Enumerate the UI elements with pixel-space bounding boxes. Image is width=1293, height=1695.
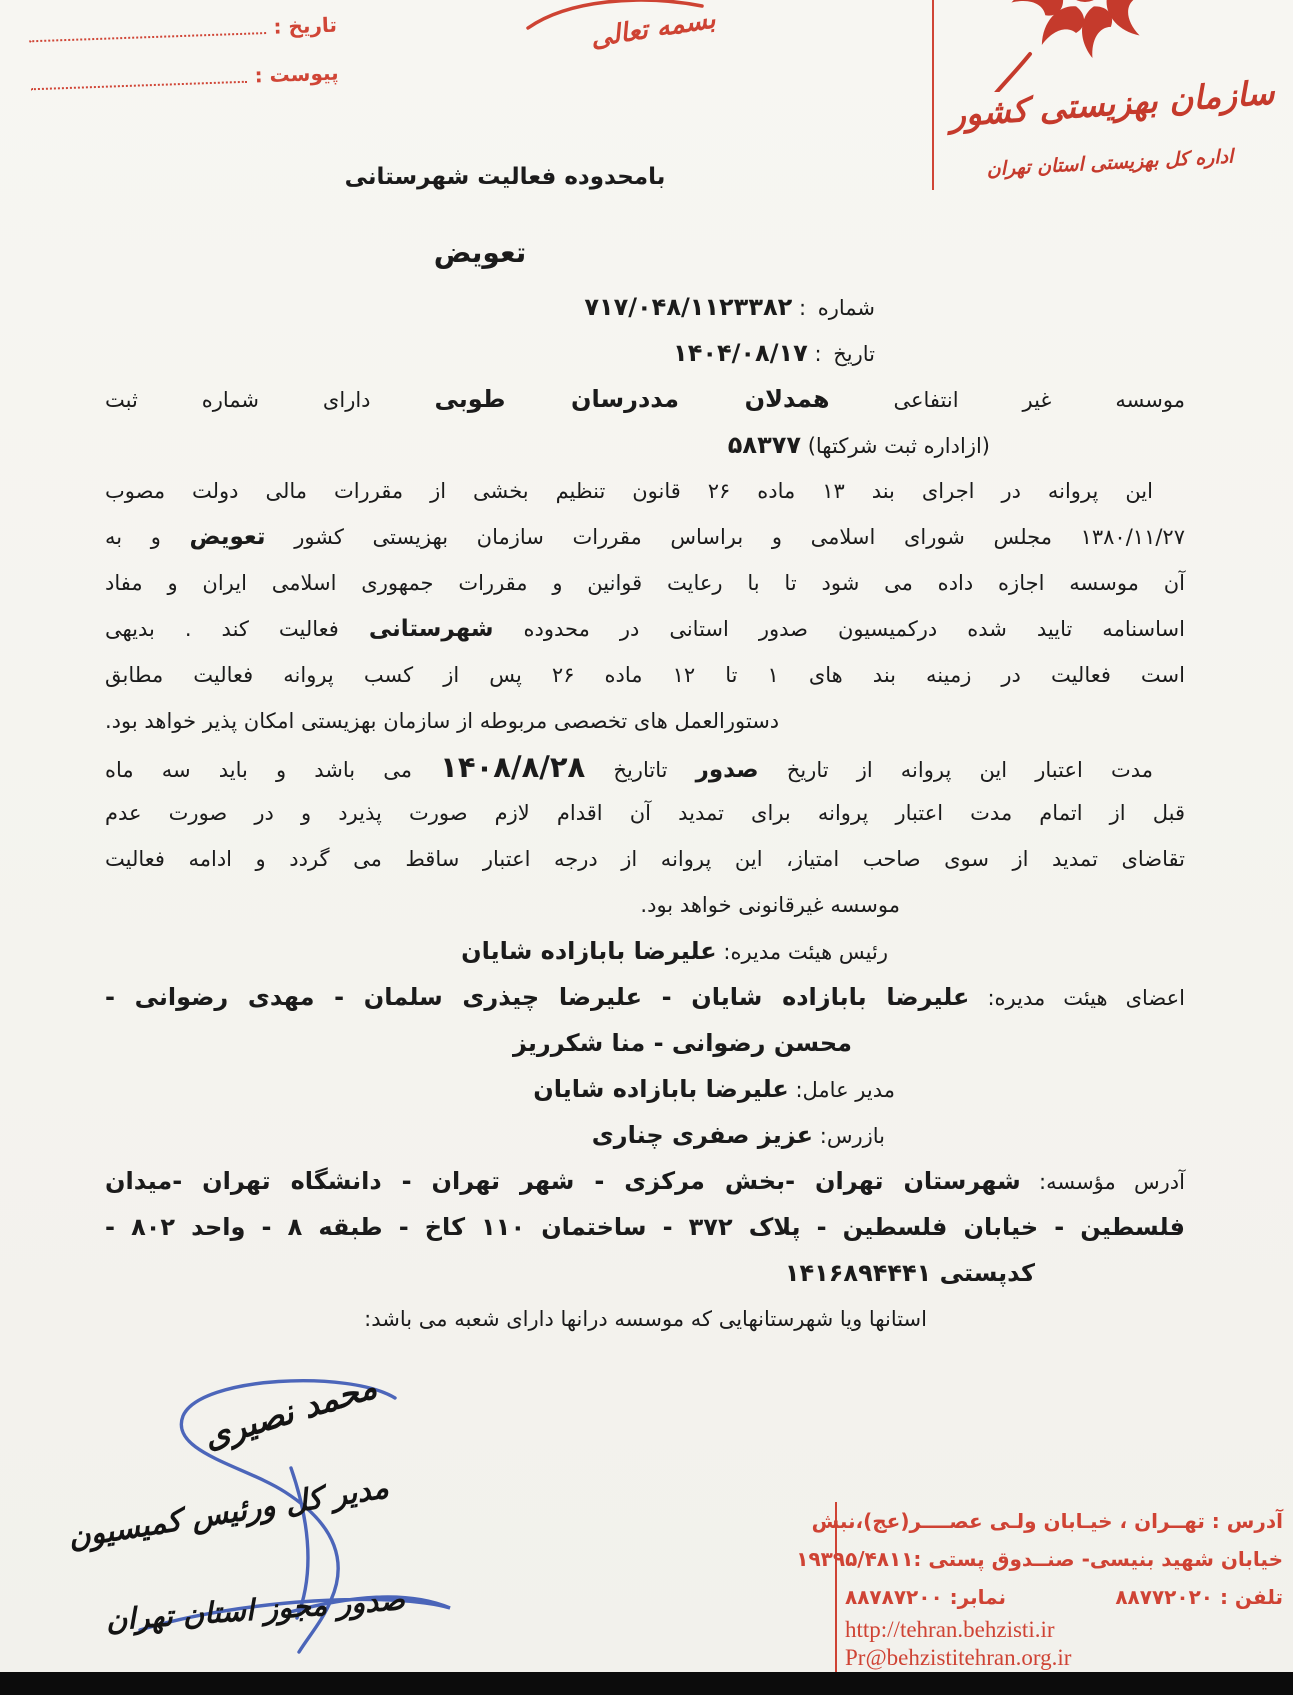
chairman-label: رئیس هیئت مدیره:: [723, 940, 888, 964]
validity-text: تاتاریخ: [613, 758, 668, 782]
branches-note: استانها ویا شهرستانهایی که موسسه درانها دارای شعبه می باشد:: [364, 1307, 927, 1331]
license-paragraph-line-4: [105, 606, 1185, 652]
validity-text: مدت اعتبار این پروانه از تاریخ: [786, 758, 1153, 782]
footer-phone-fax-row: [845, 1578, 1283, 1616]
institute-address-line-2: [105, 1204, 1185, 1250]
date-dotted-line: [29, 31, 266, 42]
letter-number-label: شماره :: [798, 296, 875, 320]
letter-number-line: [105, 284, 1185, 330]
validity-text: قبل از اتمام مدت اعتبار پروانه برای تمدید آن اقدام لازم صورت پذیرد و در صورت عدم: [105, 801, 1185, 825]
bismillah-text: بسمه تعالی: [588, 4, 718, 54]
registration-source: (ازاداره ثبت شرکتها): [807, 434, 990, 458]
signer-name: محمد نصیری: [198, 1366, 382, 1457]
chairman-name: علیرضا بابازاده شایان: [461, 937, 717, 965]
behzisti-flower-logo-icon: [985, 0, 1185, 92]
postal-code: کدپستی ۱۴۱۶۸۹۴۴۴۱: [784, 1259, 1035, 1287]
license-text: این پروانه در اجرای بند ۱۳ ماده ۲۶ قانون تنظیم بخشی از مقررات مالی دولت مصوب: [105, 479, 1153, 503]
letterhead-divider-line: [932, 0, 934, 190]
institute-intro-line: [105, 376, 1185, 422]
license-paragraph-line-1: [105, 468, 1185, 514]
license-text: ۱۳۸۰/۱۱/۲۷ مجلس شورای اسلامی و براساس مقررات سازمان بهزیستی کشور: [294, 525, 1185, 549]
footer-email: Pr@behzistitehran.org.ir: [845, 1645, 1072, 1670]
footer-address-line-1: [811, 1502, 1283, 1540]
signer-title-line-1: مدیر کل ورئیس کمیسیون: [65, 1470, 392, 1556]
org-name: سازمان بهزیستی کشور: [948, 72, 1276, 135]
license-paragraph-line-6: [105, 698, 1185, 744]
license-text: دستورالعمل های تخصصی مربوطه از سازمان بهزیستی امکان پذیر خواهد بود.: [105, 709, 780, 733]
chairman-line: [105, 928, 1185, 974]
corner-attachment-row: [26, 55, 339, 96]
ceo-name: علیرضا بابازاده شایان: [533, 1075, 789, 1103]
letter-date-value: ۱۴۰۴/۰۸/۱۷: [673, 339, 808, 367]
document-body: [105, 284, 1185, 1342]
fax-number: ۸۸۷۸۷۲۰۰: [845, 1585, 943, 1609]
license-text: فعالیت کند . بدیهی: [105, 617, 339, 641]
branches-note-line: [105, 1296, 1185, 1342]
license-text: و به: [105, 525, 161, 549]
letter-date-line: [105, 330, 1185, 376]
footer-website-url: http://tehran.behzisti.ir: [845, 1617, 1055, 1642]
org-branch: اداره کل بهزیستی استان تهران: [986, 145, 1234, 181]
corner-date-label: تاریخ :: [273, 12, 338, 39]
expiry-date-bold: ۱۴۰۸/۸/۲۸: [440, 750, 586, 784]
footer-fax: [845, 1578, 1006, 1616]
scope-inline-bold: شهرستانی: [368, 616, 494, 642]
license-paragraph-line-5: [105, 652, 1185, 698]
letter-number-value: ۷۱۷/۰۴۸/۱۱۲۳۳۸۲: [584, 293, 793, 321]
validity-paragraph-line-1: [105, 744, 1185, 790]
validity-paragraph-line-3: [105, 836, 1185, 882]
address-text: شهرستان تهران -بخش مرکزی - شهر تهران - دانشگاه تهران -میدان: [105, 1167, 1021, 1195]
postal-code-line: [105, 1250, 1185, 1296]
registration-number: ۵۸۳۷۷: [727, 431, 802, 459]
footer-address-text: آدرس : تهــران ، خیـابان ولـی عصــــر(عج)،نبش: [811, 1509, 1283, 1533]
license-paragraph-line-3: [105, 560, 1185, 606]
validity-text: می باشد و باید سه ماه: [105, 758, 413, 782]
inspector-name: عزیز صفری چناری: [591, 1121, 814, 1149]
signer-title-line-2: صدور مجوز استان تهران: [104, 1582, 406, 1638]
scan-edge-bar: [0, 1672, 1293, 1695]
institute-name: همدلان مددرسان طوبی: [434, 385, 830, 413]
corner-fields: [24, 7, 339, 114]
ceo-label: مدیر عامل:: [795, 1078, 895, 1102]
validity-text: موسسه غیرقانونی خواهد بود.: [640, 893, 900, 917]
board-label: اعضای هیئت مدیره:: [987, 986, 1185, 1010]
institute-address-line-1: [105, 1158, 1185, 1204]
footer-phone: [1115, 1578, 1283, 1616]
validity-text: تقاضای تمدید از سوی صاحب امتیاز، این پروانه از درجه اعتبار ساقط می گردد و ادامه فعالیت: [105, 847, 1185, 871]
inspector-label: بازرس:: [819, 1124, 885, 1148]
letter-date-label: تاریخ :: [814, 342, 875, 366]
license-text: است فعالیت در زمینه بند های ۱ تا ۱۲ ماده ۲۶ پس از کسب پروانه فعالیت مطابق: [105, 663, 1185, 687]
board-names: علیرضا بابازاده شایان - علیرضا چیذری سلمان - مهدی رضوانی -: [105, 983, 970, 1011]
issuance-inline-bold: صدور: [695, 757, 759, 783]
institute-intro-post: دارای شماره ثبت: [105, 388, 371, 412]
institute-intro-pre: موسسه غیر انتفاعی: [893, 388, 1186, 412]
board-names: محسن رضوانی - منا شکرریز: [512, 1029, 852, 1057]
corner-date-row: [24, 7, 337, 48]
inspector-line: [105, 1112, 1185, 1158]
validity-paragraph-line-2: [105, 790, 1185, 836]
phone-number: ۸۸۷۷۲۰۲۰: [1115, 1585, 1213, 1609]
ceo-line: [105, 1066, 1185, 1112]
letterhead-footer: [796, 1502, 1283, 1672]
license-text: اساسنامه تایید شده درکمیسیون صدور استانی در محدوده: [523, 617, 1185, 641]
doc-type-inline-bold: تعویض: [189, 524, 266, 550]
board-members-line-1: [105, 974, 1185, 1020]
validity-paragraph-line-4: [105, 882, 1185, 928]
license-text: آن موسسه اجازه داده می شود تا با رعایت قوانین و مقررات جمهوری اسلامی ایران و مفاد: [105, 571, 1185, 595]
fax-label: نمابر:: [949, 1585, 1007, 1609]
activity-scope-line: بامحدوده فعالیت شهرستانی: [344, 164, 666, 190]
footer-address-text: خیابان شهید بنیسی- صنــدوق پستی :۱۹۳۹۵/۴۸۱۱: [796, 1547, 1283, 1571]
footer-address-line-2: [796, 1540, 1283, 1578]
board-members-line-2: [105, 1020, 1185, 1066]
document-type-title: تعویض: [433, 236, 527, 269]
phone-label: تلفن :: [1219, 1585, 1283, 1609]
license-paragraph-line-2: [105, 514, 1185, 560]
address-label: آدرس مؤسسه:: [1039, 1170, 1185, 1194]
corner-attachment-label: پیوست :: [254, 60, 339, 88]
address-text: فلسطین - خیابان فلسطین - پلاک ۳۷۲ - ساختمان ۱۱۰ کاخ - طبقه ۸ - واحد ۸۰۲ -: [105, 1213, 1185, 1241]
registration-number-line: [105, 422, 1185, 468]
attachment-dotted-line: [31, 80, 247, 91]
